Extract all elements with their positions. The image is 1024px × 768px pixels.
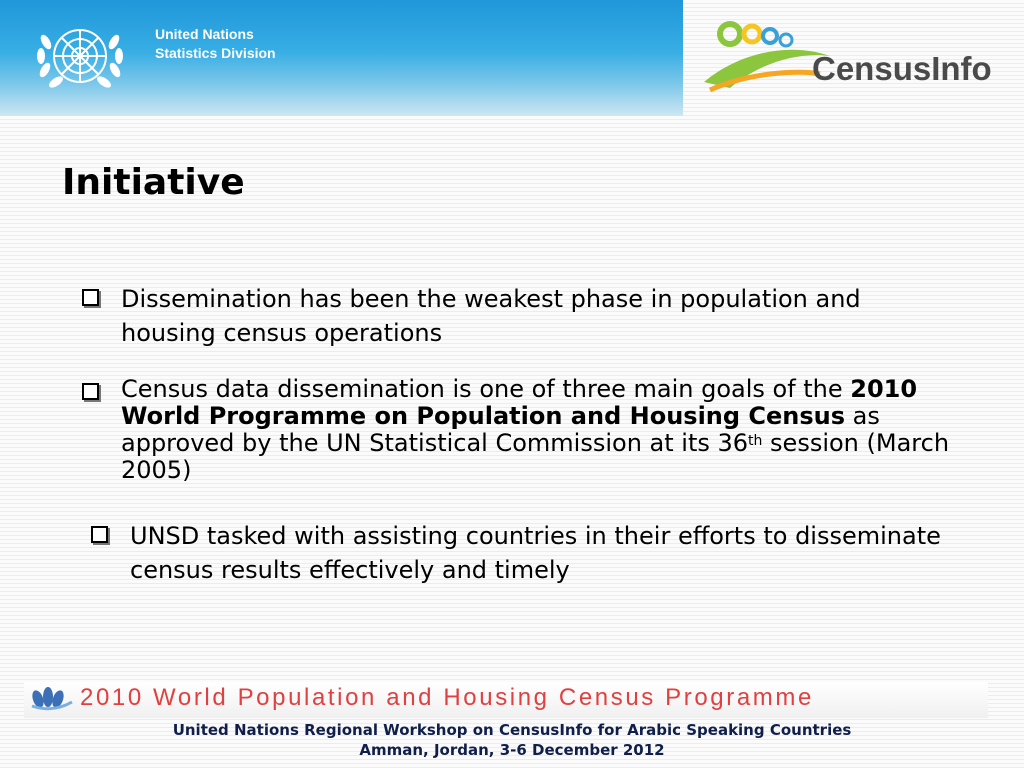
census-programme-banner [24,682,988,718]
footer-workshop-title: United Nations Regional Workshop on CensusInfo for Arabic Speaking Countries [172,721,852,739]
bullet-item [82,282,951,350]
bullet-text-end: session (March 2005) [121,429,950,484]
ordinal-superscript: th [748,433,763,449]
checkbox-bullet-icon [91,526,108,543]
census-programme-emblem-icon [30,684,74,714]
header-band [0,0,683,116]
bullet-text-start: Census data dissemination is one of three main goals of the [121,375,851,403]
bullet-text: UNSD tasked with assisting countries in their efforts to disseminate census results effectively and timely [130,522,941,584]
slide-title: Initiative [62,162,245,203]
checkbox-bullet-icon [82,383,99,400]
censusinfo-logo-text: CensusInfo [812,50,992,87]
checkbox-bullet-icon [82,289,99,306]
footer-location-date: Amman, Jordan, 3-6 December 2012 [359,741,665,759]
un-emblem-icon [30,12,130,100]
bullet-text [121,376,951,484]
bullet-text-middle: as approved by the UN Statistical Commission at its 36 [121,402,880,457]
un-statistics-division-label [155,25,276,63]
census-programme-banner-text: 2010 World Population and Housing Census Programme [80,684,814,711]
bullet-text-bold: 2010 World Programme on Population and Housing Census [121,375,918,430]
bullet-item [82,376,951,484]
org-name-line1: United Nations [155,26,254,42]
bullet-item [91,519,950,587]
org-name-line2: Statistics Division [155,45,276,61]
bullet-text: Dissemination has been the weakest phase in population and housing census operations [121,285,861,347]
